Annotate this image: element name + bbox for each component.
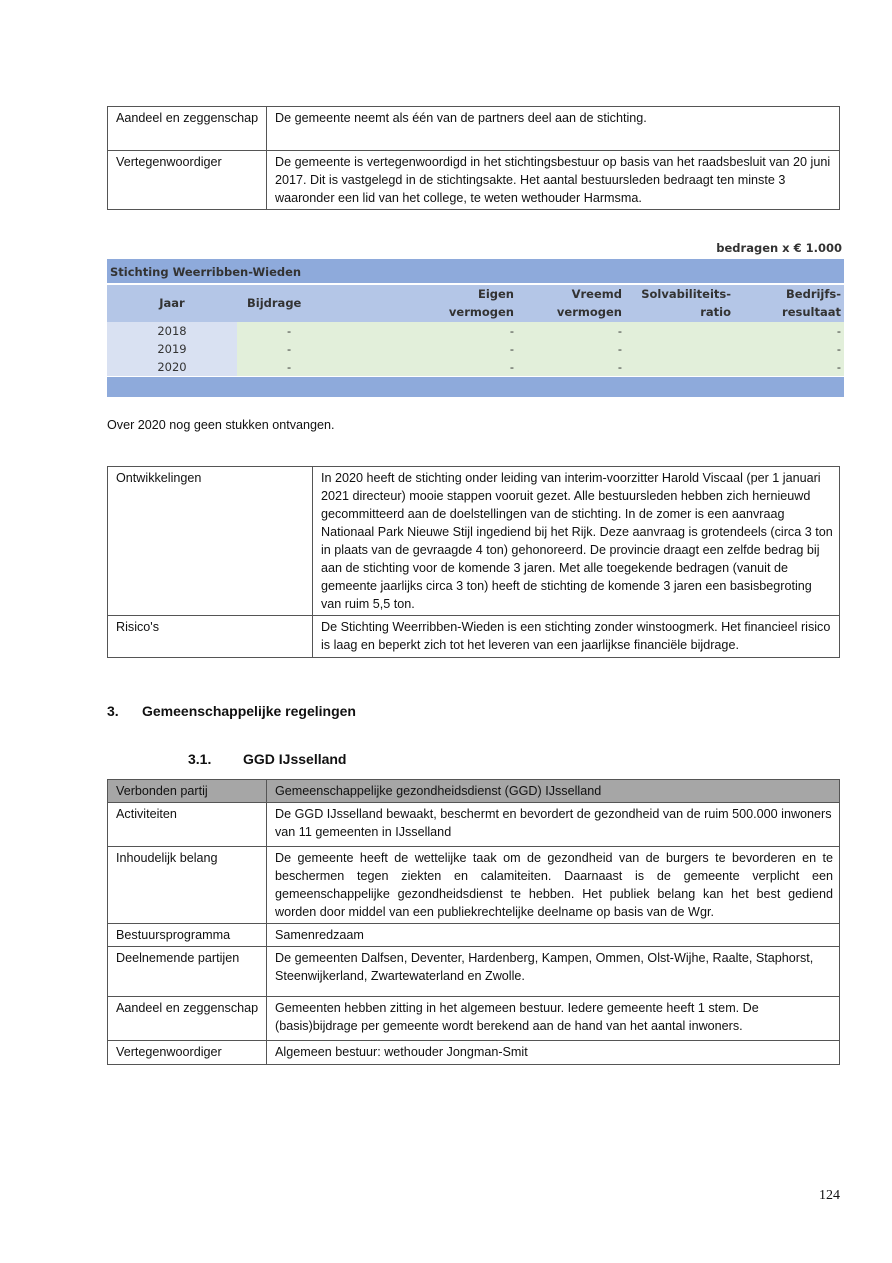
subsection-title: GGD IJsselland xyxy=(243,751,347,767)
table-stichting-developments xyxy=(107,466,840,658)
header-eigen-1: Eigen xyxy=(477,287,514,301)
row-label: Aandeel en zeggenschap xyxy=(108,997,267,1041)
row-value: De gemeente neemt als één van de partners deel aan de stichting. xyxy=(267,107,840,151)
row-label: Aandeel en zeggenschap xyxy=(108,107,267,151)
header-vreemd-1: Vreemd xyxy=(571,287,622,301)
row-value: De gemeenten Dalfsen, Deventer, Hardenberg, Kampen, Ommen, Olst-Wijhe, Raalte, Staphorst, Steenwijkerland, Zwartewaterland en Zwolle. xyxy=(267,947,840,997)
cell-bijdrage: - xyxy=(287,360,292,374)
row-value: De GGD IJsselland bewaakt, beschermt en bevordert de gezondheid van de ruim 500.000 inwoners van 11 gemeenten in IJsselland xyxy=(267,803,840,847)
cell-eigen: - xyxy=(509,324,514,338)
page-number: 124 xyxy=(819,1188,840,1203)
table-row xyxy=(108,947,840,997)
cell-year: 2020 xyxy=(107,358,237,376)
cell-vreemd: - xyxy=(617,324,622,338)
header-jaar: Jaar xyxy=(159,296,185,310)
row-value: Gemeenten hebben zitting in het algemeen bestuur. Iedere gemeente heeft 1 stem. De (basis)bijdrage per gemeente wordt berekend aan de hand van het aantal inwoners. xyxy=(267,997,840,1041)
note-2020: Over 2020 nog geen stukken ontvangen. xyxy=(107,418,335,432)
row-value: Samenredzaam xyxy=(267,924,840,947)
row-label: Risico's xyxy=(108,616,313,658)
finance-table xyxy=(107,259,844,397)
table-ggd xyxy=(107,779,840,1065)
table-row xyxy=(108,616,840,658)
row-value: De gemeente is vertegenwoordigd in het stichtingsbestuur op basis van het raadsbesluit van 20 juni 2017. Dit is vastgelegd in de stichtingsakte. Het aantal bestuursleden bedraagt ten minste 3 waaronder een lid van het college, te weten wethouder Harmsma. xyxy=(267,151,840,210)
amounts-note: bedragen x € 1.000 xyxy=(716,241,842,255)
row-value: De Stichting Weerribben-Wieden is een stichting zonder winstoogmerk. Het financieel risico is laag en beperkt zich tot het leveren van een jaarlijkse financiële bijdrage. xyxy=(313,616,840,658)
header-bedrijf-2: resultaat xyxy=(782,305,841,319)
row-value: In 2020 heeft de stichting onder leiding van interim-voorzitter Harold Viscaal (per 1 januari 2021 directeur) mooie stappen vooruit gezet. Alle bestuursleden hebben zich hernieuwd gecommitteerd aan de doelstellingen van de stichting. In de zomer is een aanvraag Nationaal Park Nieuwe Stijl ingediend bij het Rijk. Deze aanvraag is grotendeels (circa 3 ton in plaats van de gevraagde 4 ton) gehonoreerd. De provincie draagt een zelfde bedrag bij aan de stichting voor de komende 3 jaren. Met alle toegekende bedragen (vanuit de gemeente jaarlijks circa 3 ton) heeft de stichting de komende 3 jaren een basisbegroting van ruim 5,5 ton. xyxy=(313,467,840,616)
table-row xyxy=(108,467,840,616)
section-number: 3. xyxy=(107,703,119,719)
finance-title: Stichting Weerribben-Wieden xyxy=(107,259,844,285)
finance-row xyxy=(107,340,844,358)
finance-row xyxy=(107,322,844,340)
cell-vreemd: - xyxy=(617,360,622,374)
row-value: De gemeente heeft de wettelijke taak om de gezondheid van de burgers te bevorderen en te beschermen tegen ziekten en calamiteiten. Daarnaast is de gemeente verplicht een gemeenschappelijke gezondheidsdienst te hebben. Het publiek belang kan het best gediend worden door middel van een publiekrechtelijke deelname op basis van de Wgr. xyxy=(267,847,840,924)
finance-row xyxy=(107,358,844,376)
cell-bedrijf: - xyxy=(836,324,841,338)
table-row xyxy=(108,780,840,803)
table-row xyxy=(108,847,840,924)
row-value: Gemeenschappelijke gezondheidsdienst (GGD) IJsselland xyxy=(267,780,840,803)
row-label: Vertegenwoordiger xyxy=(108,151,267,210)
table-stichting-governance xyxy=(107,106,840,210)
header-bedrijf-1: Bedrijfs- xyxy=(786,287,841,301)
row-value: Algemeen bestuur: wethouder Jongman-Smit xyxy=(267,1041,840,1065)
cell-vreemd: - xyxy=(617,342,622,356)
row-label: Inhoudelijk belang xyxy=(108,847,267,924)
cell-year: 2019 xyxy=(107,340,237,358)
row-label: Ontwikkelingen xyxy=(108,467,313,616)
cell-eigen: - xyxy=(509,360,514,374)
cell-bijdrage: - xyxy=(287,342,292,356)
table-row xyxy=(108,997,840,1041)
cell-bedrijf: - xyxy=(836,360,841,374)
table-row xyxy=(108,924,840,947)
table-row xyxy=(108,151,840,210)
table-row xyxy=(108,803,840,847)
header-bijdrage: Bijdrage xyxy=(247,296,302,310)
row-label: Verbonden partij xyxy=(108,780,267,803)
header-solv-2: ratio xyxy=(700,305,731,319)
cell-bedrijf: - xyxy=(836,342,841,356)
header-vreemd-2: vermogen xyxy=(556,305,622,319)
table-row xyxy=(108,1041,840,1065)
subsection-number: 3.1. xyxy=(188,751,212,767)
header-solv-1: Solvabiliteits- xyxy=(641,287,731,301)
cell-eigen: - xyxy=(509,342,514,356)
row-label: Vertegenwoordiger xyxy=(108,1041,267,1065)
finance-footer xyxy=(107,377,844,397)
row-label: Activiteiten xyxy=(108,803,267,847)
row-label: Bestuursprogramma xyxy=(108,924,267,947)
section-title: Gemeenschappelijke regelingen xyxy=(142,703,356,719)
finance-header-row xyxy=(107,285,844,322)
row-label: Deelnemende partijen xyxy=(108,947,267,997)
cell-year: 2018 xyxy=(107,322,237,340)
cell-bijdrage: - xyxy=(287,324,292,338)
table-row xyxy=(108,107,840,151)
header-eigen-2: vermogen xyxy=(448,305,514,319)
